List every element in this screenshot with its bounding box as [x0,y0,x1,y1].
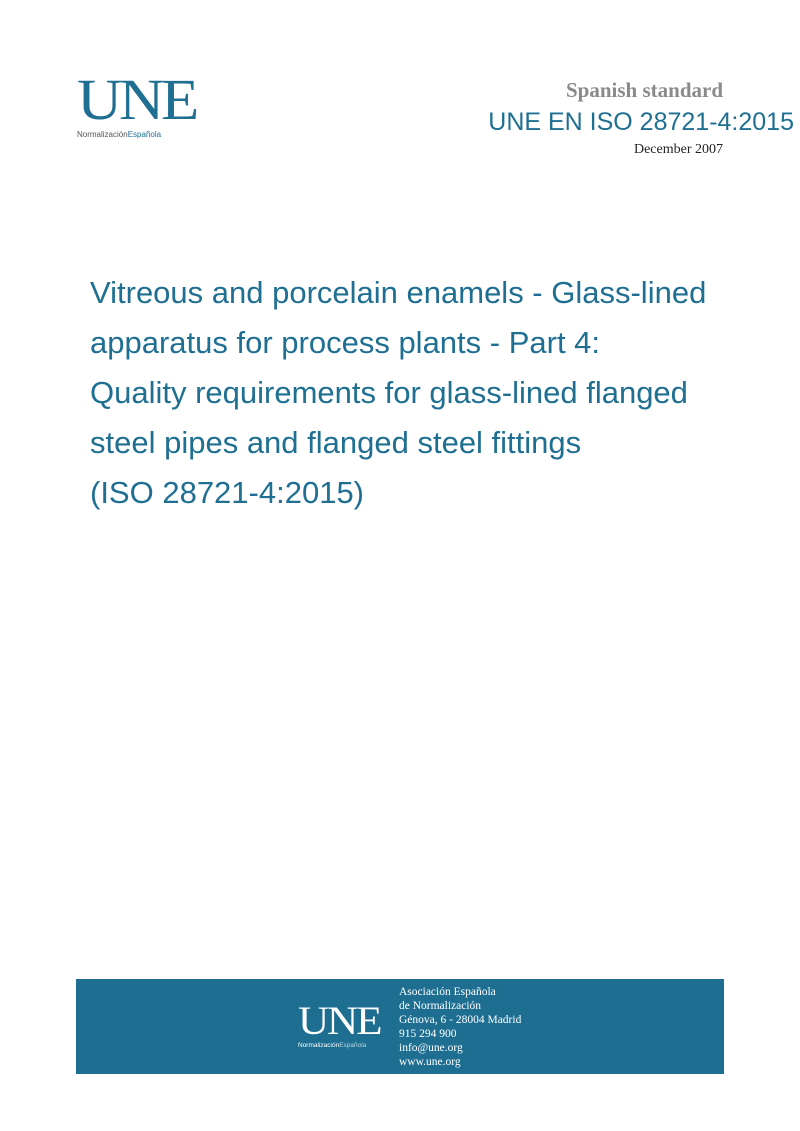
title-line: apparatus for process plants - Part 4: [90,325,601,360]
logo-wordmark: UNE [77,67,197,132]
address: Génova, 6 - 28004 Madrid [399,1014,522,1026]
title-line: steel pipes and flanged steel fittings [90,425,582,460]
footer-logo [298,998,381,1049]
organization-name-line2: de Normalización [399,1000,482,1012]
website-link[interactable]: www.une.org [399,1056,461,1068]
footer-banner [76,979,724,1074]
title-line: Quality requirements for glass-lined flanged [90,375,688,410]
footer-contact-info [399,985,521,1069]
title-line: Vitreous and porcelain enamels - Glass-lined [90,275,707,310]
document-title [90,268,770,518]
standard-date: December 2007 [633,142,723,157]
organization-name-line1: Asociación Española [399,986,496,998]
title-line: (ISO 28721-4:2015) [90,475,365,510]
email-link[interactable]: info@une.org [399,1042,463,1054]
standard-code: UNE EN ISO 28721-4:2015 [488,108,794,136]
footer-logo-wordmark: UNE [298,998,381,1043]
logo-subtitle: NormalizaciónEspañola [77,130,162,139]
une-logo [77,67,217,139]
standard-type: Spanish standard [566,78,723,102]
phone: 915 294 900 [399,1028,457,1040]
footer-logo-subtitle: NormalizaciónEspañola [298,1042,367,1049]
